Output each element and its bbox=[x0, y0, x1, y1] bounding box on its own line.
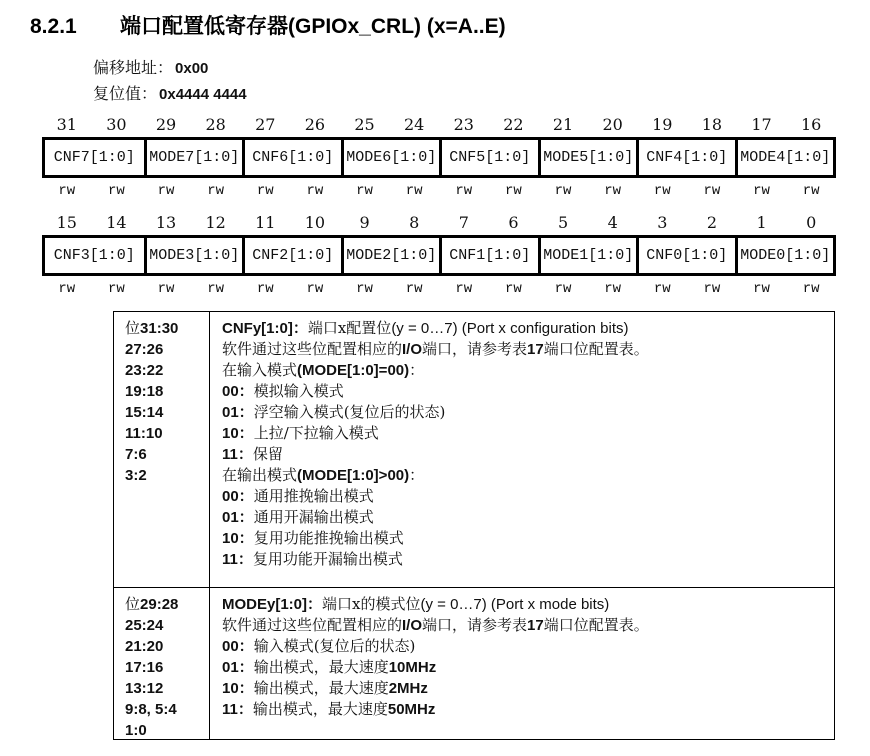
bit-range-line bbox=[125, 465, 205, 486]
access-cell: rw bbox=[604, 183, 622, 199]
description-line bbox=[222, 699, 824, 720]
description-line bbox=[222, 402, 824, 423]
register-bit-diagram bbox=[42, 115, 836, 298]
bit-number: 6 bbox=[508, 213, 519, 232]
bold-text-segment: 21:20 bbox=[125, 638, 164, 655]
description-line bbox=[222, 636, 824, 657]
bit-field-cell: CNF4[1:0] bbox=[636, 140, 735, 175]
bold-text-segment: 19:18 bbox=[125, 383, 164, 400]
description-line bbox=[222, 465, 824, 486]
bit-range-line bbox=[125, 339, 205, 360]
description-column-cell bbox=[210, 312, 834, 587]
description-line bbox=[222, 360, 824, 381]
bit-range-line bbox=[125, 636, 205, 657]
bold-text-segment: 11： bbox=[222, 701, 253, 718]
bit-number: 8 bbox=[409, 213, 420, 232]
bit-field-cell: CNF6[1:0] bbox=[242, 140, 341, 175]
bit-range-line bbox=[125, 657, 205, 678]
access-cell: rw bbox=[108, 281, 125, 297]
bold-text-segment: I/O bbox=[402, 617, 423, 634]
description-line bbox=[222, 528, 824, 549]
access-cell: rw bbox=[306, 183, 324, 199]
text-segment: 端口，请参考表 bbox=[422, 340, 528, 358]
text-segment: 在输出模式 bbox=[222, 466, 298, 484]
bold-text-segment: (MODE[1:0]=00) bbox=[297, 362, 410, 379]
bold-text-segment: I/O bbox=[402, 341, 423, 358]
text-segment: ： bbox=[409, 466, 425, 484]
access-row bbox=[42, 183, 836, 200]
bold-text-segment: 11： bbox=[222, 551, 253, 568]
text-segment: 位 bbox=[125, 319, 141, 337]
bold-text-segment: 17 bbox=[527, 341, 544, 358]
description-line bbox=[222, 594, 824, 615]
access-cell: rw bbox=[604, 281, 622, 297]
reset-value-value: 0x4444 4444 bbox=[159, 86, 247, 103]
bold-text-segment: 2MHz bbox=[388, 680, 428, 697]
bit-number: 28 bbox=[205, 115, 226, 134]
description-line bbox=[222, 318, 824, 339]
bit-number: 23 bbox=[453, 115, 474, 134]
access-cell: rw bbox=[505, 281, 522, 297]
access-cell: rw bbox=[256, 281, 274, 297]
description-row bbox=[114, 312, 834, 587]
access-cell: rw bbox=[405, 183, 423, 199]
text-segment: 通用开漏输出模式 bbox=[253, 508, 374, 526]
text-segment: 输出模式，最大速度 bbox=[252, 700, 388, 718]
access-cell: rw bbox=[405, 281, 423, 297]
bold-text-segment: 1:0 bbox=[125, 722, 147, 739]
bit-number: 21 bbox=[552, 115, 574, 134]
bit-number: 26 bbox=[304, 115, 326, 134]
bit-number: 10 bbox=[304, 213, 326, 232]
text-segment: 位 bbox=[125, 595, 141, 613]
bit-number: 27 bbox=[255, 115, 276, 134]
bit-range-line bbox=[125, 720, 205, 739]
bold-text-segment: 23:22 bbox=[125, 362, 164, 379]
bit-number: 30 bbox=[106, 115, 127, 134]
bold-text-segment: 10： bbox=[222, 425, 254, 442]
access-cell: rw bbox=[653, 281, 671, 297]
bit-number: 31 bbox=[56, 115, 77, 134]
access-cell: rw bbox=[455, 281, 473, 297]
bit-number: 3 bbox=[657, 213, 668, 232]
bit-field-cell: MODE1[1:0] bbox=[538, 238, 637, 273]
text-segment: 软件通过这些位配置相应的 bbox=[222, 616, 403, 634]
text-segment: 在输入模式 bbox=[222, 361, 298, 379]
bold-text-segment: 31:30 bbox=[140, 320, 179, 337]
bit-range-line bbox=[125, 360, 205, 381]
bold-text-segment: 29:28 bbox=[140, 596, 179, 613]
bit-field-cell: CNF3[1:0] bbox=[53, 247, 135, 264]
bit-field-cell: CNF2[1:0] bbox=[242, 238, 341, 273]
text-segment: 端口，请参考表 bbox=[422, 616, 528, 634]
bit-range-line bbox=[125, 444, 205, 465]
text-segment: 端口x配置位 bbox=[307, 319, 392, 337]
document-page bbox=[0, 10, 870, 756]
section-heading bbox=[30, 10, 870, 40]
access-cell: rw bbox=[108, 183, 125, 199]
text-segment: 浮空输入模式(复位后的状态) bbox=[253, 403, 446, 421]
text-segment: 复用功能推挽输出模式 bbox=[253, 529, 404, 547]
bold-text-segment: 00： bbox=[222, 383, 254, 400]
bold-text-segment: 01： bbox=[222, 659, 254, 676]
description-line bbox=[222, 486, 824, 507]
bold-text-segment: CNFy[1:0]： bbox=[222, 320, 308, 337]
access-cell: rw bbox=[802, 281, 820, 297]
bit-number: 20 bbox=[602, 115, 623, 134]
bit-number: 12 bbox=[205, 213, 226, 232]
bits-column-cell bbox=[114, 588, 210, 739]
bit-field-cell: MODE6[1:0] bbox=[341, 140, 440, 175]
access-cell: rw bbox=[356, 281, 373, 297]
text-segment: 端口位配置表。 bbox=[543, 616, 649, 634]
access-cell: rw bbox=[58, 183, 76, 199]
bold-text-segment: 17:16 bbox=[125, 659, 164, 676]
description-line bbox=[222, 423, 824, 444]
text-segment: 上拉/下拉输入模式 bbox=[253, 424, 379, 442]
description-row bbox=[114, 587, 834, 739]
bits-column-cell bbox=[114, 312, 210, 587]
bold-text-segment: 50MHz bbox=[387, 701, 436, 718]
description-line bbox=[222, 549, 824, 570]
text-segment: 输出模式，最大速度 bbox=[253, 658, 389, 676]
bold-text-segment: 13:12 bbox=[125, 680, 164, 697]
bit-number: 13 bbox=[155, 213, 177, 232]
access-cell: rw bbox=[505, 183, 522, 199]
access-cell: rw bbox=[653, 183, 671, 199]
access-cell: rw bbox=[207, 281, 225, 297]
access-cell: rw bbox=[703, 281, 721, 297]
access-cell: rw bbox=[58, 281, 76, 297]
access-cell: rw bbox=[256, 183, 274, 199]
bit-description-table bbox=[113, 311, 835, 740]
bit-fields-row bbox=[42, 137, 836, 178]
bit-number: 25 bbox=[354, 115, 375, 134]
bit-number: 19 bbox=[652, 115, 673, 134]
access-cell: rw bbox=[157, 183, 175, 199]
bold-text-segment: 01： bbox=[222, 404, 254, 421]
bit-number: 18 bbox=[701, 115, 723, 134]
description-line bbox=[222, 657, 824, 678]
reset-value-line bbox=[93, 81, 870, 107]
bit-numbers-row bbox=[42, 213, 836, 232]
bold-text-segment: 7:6 bbox=[125, 446, 147, 463]
bold-text-segment: 27:26 bbox=[125, 341, 164, 358]
bold-text-segment: 00： bbox=[222, 488, 254, 505]
bit-field-cell: MODE7[1:0] bbox=[144, 140, 243, 175]
bit-field-cell: CNF7[1:0] bbox=[53, 149, 135, 166]
bit-range-line bbox=[125, 678, 205, 699]
access-cell: rw bbox=[753, 183, 770, 199]
bold-text-segment: 10： bbox=[222, 530, 254, 547]
bit-field-cell: MODE4[1:0] bbox=[735, 140, 834, 175]
bit-fields-row bbox=[42, 235, 836, 276]
description-column-cell bbox=[210, 588, 834, 739]
bold-text-segment: 11： bbox=[222, 446, 253, 463]
bit-range-line bbox=[125, 615, 205, 636]
bit-number: 14 bbox=[106, 213, 127, 232]
latin-text-segment: (y = 0…7) (Port x mode bits) bbox=[420, 596, 610, 613]
bit-number: 17 bbox=[751, 115, 772, 134]
bit-number: 24 bbox=[404, 115, 425, 134]
access-cell: rw bbox=[703, 183, 721, 199]
text-segment: 输入模式(复位后的状态) bbox=[253, 637, 416, 655]
bold-text-segment: 11:10 bbox=[125, 425, 163, 442]
bold-text-segment: 9:8, 5:4 bbox=[125, 701, 177, 718]
bold-text-segment: 15:14 bbox=[125, 404, 164, 421]
bit-number: 5 bbox=[557, 213, 569, 232]
text-segment: 输出模式，最大速度 bbox=[253, 679, 389, 697]
bit-number: 1 bbox=[756, 213, 767, 232]
access-cell: rw bbox=[554, 281, 572, 297]
register-meta bbox=[93, 55, 870, 107]
bit-number: 2 bbox=[706, 213, 718, 232]
text-segment: 通用推挽输出模式 bbox=[253, 487, 374, 505]
bit-range-line bbox=[125, 402, 205, 423]
bit-number: 16 bbox=[801, 115, 822, 134]
bit-range-line bbox=[125, 699, 205, 720]
description-line bbox=[222, 444, 824, 465]
access-cell: rw bbox=[802, 183, 820, 199]
bit-number: 4 bbox=[607, 213, 618, 232]
bit-number: 9 bbox=[359, 213, 370, 232]
text-segment: 软件通过这些位配置相应的 bbox=[222, 340, 403, 358]
reset-value-label: 复位值： bbox=[93, 84, 158, 103]
bit-field-cell: MODE5[1:0] bbox=[538, 140, 637, 175]
bit-number: 7 bbox=[458, 213, 469, 232]
bold-text-segment: 17 bbox=[527, 617, 544, 634]
section-number: 8.2.1 bbox=[30, 15, 77, 38]
text-segment: 端口x的模式位 bbox=[322, 595, 421, 613]
access-row bbox=[42, 281, 836, 298]
bit-range-line bbox=[125, 381, 205, 402]
bold-text-segment: 25:24 bbox=[125, 617, 164, 634]
description-line bbox=[222, 381, 824, 402]
bold-text-segment: 10MHz bbox=[388, 659, 437, 676]
text-segment: 保留 bbox=[252, 445, 283, 463]
description-line bbox=[222, 339, 824, 360]
page-title: 端口配置低寄存器(GPIOx_CRL) (x=A..E) bbox=[120, 15, 506, 38]
text-segment: 端口位配置表。 bbox=[543, 340, 649, 358]
offset-address-line bbox=[93, 55, 870, 81]
access-cell: rw bbox=[207, 183, 225, 199]
text-segment: 模拟输入模式 bbox=[253, 382, 344, 400]
description-line bbox=[222, 507, 824, 528]
access-cell: rw bbox=[306, 281, 324, 297]
bit-number: 22 bbox=[503, 115, 524, 134]
access-cell: rw bbox=[356, 183, 373, 199]
description-line bbox=[222, 678, 824, 699]
bit-number: 29 bbox=[155, 115, 177, 134]
bit-range-line bbox=[125, 594, 205, 615]
bold-text-segment: 00： bbox=[222, 638, 254, 655]
bit-range-line bbox=[125, 318, 205, 339]
bit-field-cell: CNF1[1:0] bbox=[439, 238, 538, 273]
offset-address-label: 偏移地址： bbox=[93, 58, 174, 77]
bold-text-segment: MODEy[1:0]： bbox=[222, 596, 323, 613]
bit-number: 15 bbox=[56, 213, 77, 232]
bold-text-segment: (MODE[1:0]>00) bbox=[297, 467, 410, 484]
latin-text-segment: (y = 0…7) (Port x configuration bits) bbox=[391, 320, 629, 337]
access-cell: rw bbox=[753, 281, 770, 297]
bold-text-segment: 10： bbox=[222, 680, 254, 697]
description-line bbox=[222, 615, 824, 636]
text-segment: 复用功能开漏输出模式 bbox=[252, 550, 403, 568]
bit-field-cell: MODE2[1:0] bbox=[341, 238, 440, 273]
access-cell: rw bbox=[455, 183, 473, 199]
bit-field-cell: MODE0[1:0] bbox=[735, 238, 834, 273]
bold-text-segment: 01： bbox=[222, 509, 254, 526]
bit-number: 11 bbox=[255, 213, 276, 232]
bit-range-line bbox=[125, 423, 205, 444]
access-cell: rw bbox=[554, 183, 572, 199]
text-segment: ： bbox=[409, 361, 425, 379]
bit-field-cell: CNF0[1:0] bbox=[636, 238, 735, 273]
offset-address-value: 0x00 bbox=[175, 60, 209, 77]
bit-number: 0 bbox=[806, 213, 817, 232]
access-cell: rw bbox=[157, 281, 175, 297]
bold-text-segment: 3:2 bbox=[125, 467, 147, 484]
bit-field-cell: MODE3[1:0] bbox=[144, 238, 243, 273]
bit-numbers-row bbox=[42, 115, 836, 134]
bit-field-cell: CNF5[1:0] bbox=[439, 140, 538, 175]
